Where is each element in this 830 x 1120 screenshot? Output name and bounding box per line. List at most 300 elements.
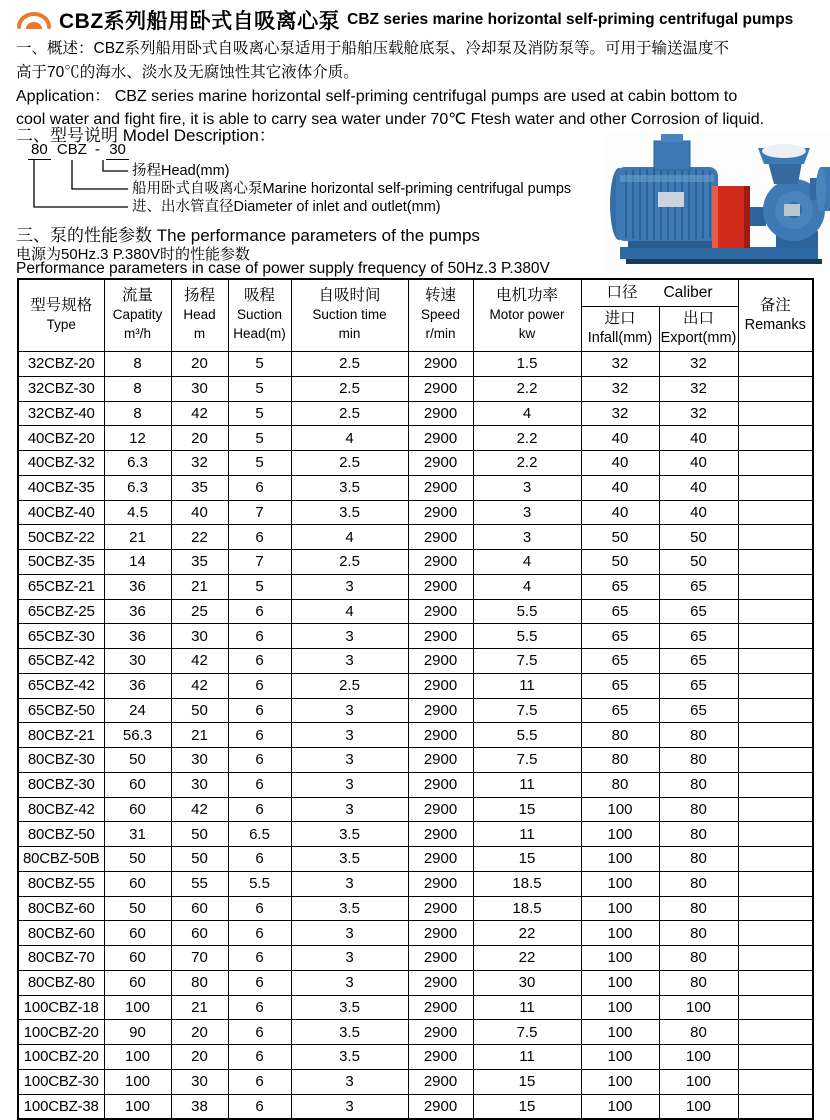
application-line-2: cool water and fight fire, it is able to carry sea water under 70℃ Ftesh water and other Corrosion of liquid. [16,111,765,128]
cell-infall: 80 [581,772,659,797]
cell-capacity: 60 [104,797,171,822]
cell-suction_time: 4 [291,599,408,624]
cell-remarks [738,921,813,946]
cell-type: 65CBZ-50 [18,698,104,723]
cell-capacity: 50 [104,896,171,921]
cell-capacity: 60 [104,871,171,896]
cell-speed: 2900 [408,797,473,822]
cell-speed: 2900 [408,970,473,995]
table-row [18,352,813,377]
table-row [18,748,813,773]
table-row [18,451,813,476]
cell-motor_power: 15 [473,1069,581,1094]
cell-head: 35 [171,550,228,575]
power-supply-note-en: Performance parameters in case of power supply frequency of 50Hz.3 P.380V [16,260,550,277]
application-line-1: Application： CBZ series marine horizontal self-priming centrifugal pumps are used at cabin bottom to [16,88,738,105]
cell-type: 100CBZ-30 [18,1069,104,1094]
cell-export: 80 [659,896,738,921]
cell-speed: 2900 [408,500,473,525]
cell-infall: 100 [581,946,659,971]
cell-infall: 100 [581,871,659,896]
cell-suction_time: 3.5 [291,847,408,872]
cell-head: 20 [171,352,228,377]
cell-head: 42 [171,797,228,822]
cell-type: 40CBZ-20 [18,426,104,451]
cell-speed: 2900 [408,550,473,575]
cell-suction_time: 3 [291,748,408,773]
cell-remarks [738,475,813,500]
model-code-dash: - [95,141,101,158]
cell-remarks [738,673,813,698]
cell-suction_head: 6 [228,1045,291,1070]
cell-head: 30 [171,376,228,401]
power-supply-note-cn: 电源为50Hz.3 P.380V时的性能参数 [16,246,250,263]
cell-capacity: 56.3 [104,723,171,748]
cell-infall: 100 [581,970,659,995]
cell-head: 20 [171,1020,228,1045]
cell-suction_time: 3 [291,1069,408,1094]
cell-speed: 2900 [408,1094,473,1119]
cell-suction_time: 2.5 [291,376,408,401]
cell-speed: 2900 [408,525,473,550]
cell-export: 80 [659,772,738,797]
table-row [18,500,813,525]
cell-type: 80CBZ-50B [18,847,104,872]
cell-motor_power: 18.5 [473,896,581,921]
cell-motor_power: 4 [473,401,581,426]
cell-export: 80 [659,921,738,946]
cell-suction_time: 2.5 [291,451,408,476]
cell-speed: 2900 [408,772,473,797]
table-row [18,822,813,847]
cell-suction_head: 6 [228,723,291,748]
cell-export: 80 [659,797,738,822]
cell-head: 60 [171,921,228,946]
cell-speed: 2900 [408,376,473,401]
cell-motor_power: 15 [473,847,581,872]
model-code-head: 30 [106,141,129,160]
cell-remarks [738,426,813,451]
cell-head: 20 [171,426,228,451]
cell-motor_power: 5.5 [473,624,581,649]
cell-suction_head: 6 [228,847,291,872]
cell-capacity: 6.3 [104,451,171,476]
header-head-cn: 扬程 [183,287,215,305]
cell-motor_power: 7.5 [473,649,581,674]
cell-motor_power: 7.5 [473,748,581,773]
cell-head: 50 [171,822,228,847]
cell-motor_power: 3 [473,475,581,500]
cell-motor_power: 11 [473,995,581,1020]
cell-suction_time: 3 [291,946,408,971]
col-header-head [171,279,228,352]
cell-infall: 100 [581,1069,659,1094]
pump-photo [606,130,830,272]
cell-speed: 2900 [408,822,473,847]
col-header-speed [408,279,473,352]
cell-suction_time: 3.5 [291,475,408,500]
cell-head: 30 [171,748,228,773]
cell-infall: 65 [581,673,659,698]
cell-suction_head: 6 [228,673,291,698]
col-header-suction-head [228,279,291,352]
cell-speed: 2900 [408,599,473,624]
cell-export: 80 [659,946,738,971]
cell-infall: 32 [581,376,659,401]
cell-remarks [738,574,813,599]
header-suction-head-en1: Suction [236,307,283,323]
cell-export: 65 [659,673,738,698]
cell-type: 100CBZ-20 [18,1020,104,1045]
cell-suction_time: 2.5 [291,401,408,426]
cell-remarks [738,451,813,476]
cell-suction_head: 5 [228,426,291,451]
header-remarks-cn: 备注 [759,296,791,314]
cell-head: 80 [171,970,228,995]
cell-type: 50CBZ-35 [18,550,104,575]
header-motor-power-cn: 电机功率 [495,287,558,305]
cell-capacity: 36 [104,673,171,698]
cell-suction_time: 3 [291,574,408,599]
cell-infall: 40 [581,500,659,525]
table-row [18,921,813,946]
table-row [18,896,813,921]
cell-export: 80 [659,847,738,872]
cell-speed: 2900 [408,698,473,723]
cell-export: 65 [659,649,738,674]
cell-remarks [738,1094,813,1119]
cell-suction_time: 3 [291,624,408,649]
cell-type: 40CBZ-35 [18,475,104,500]
cell-type: 65CBZ-42 [18,673,104,698]
cell-export: 80 [659,822,738,847]
cell-suction_head: 6 [228,946,291,971]
cell-suction_head: 5.5 [228,871,291,896]
cell-speed: 2900 [408,426,473,451]
table-row [18,475,813,500]
cell-export: 65 [659,624,738,649]
heading-model-cn: 二、型号说明 [16,126,118,145]
table-row [18,550,813,575]
cell-motor_power: 5.5 [473,723,581,748]
cell-speed: 2900 [408,748,473,773]
cell-suction_time: 3 [291,1094,408,1119]
table-row [18,376,813,401]
cell-export: 100 [659,1069,738,1094]
col-header-type [18,279,104,352]
header-suction-head-en2: Head(m) [233,325,286,341]
cell-capacity: 90 [104,1020,171,1045]
cell-capacity: 50 [104,748,171,773]
cell-motor_power: 15 [473,1094,581,1119]
table-row [18,599,813,624]
header-suction-time-cn: 自吸时间 [318,287,381,305]
cell-head: 50 [171,698,228,723]
cell-head: 35 [171,475,228,500]
cell-remarks [738,550,813,575]
cell-remarks [738,1069,813,1094]
cell-type: 50CBZ-22 [18,525,104,550]
cell-suction_time: 3 [291,649,408,674]
header-suction-time-unit: min [338,325,361,341]
cell-capacity: 31 [104,822,171,847]
cell-motor_power: 3 [473,525,581,550]
cell-suction_time: 3.5 [291,1045,408,1070]
table-header [18,279,813,352]
pump-table-body [18,352,813,1120]
cell-head: 70 [171,946,228,971]
header-capacity-cn: 流量 [121,287,153,305]
cell-suction_time: 3.5 [291,896,408,921]
cell-infall: 80 [581,723,659,748]
header-remarks-en: Remanks [744,316,806,333]
cell-remarks [738,772,813,797]
cell-head: 60 [171,896,228,921]
cell-motor_power: 11 [473,673,581,698]
table-row [18,946,813,971]
cell-suction_head: 6.5 [228,822,291,847]
header-type-en: Type [46,316,76,332]
diagram-label-series: 船用卧式自吸离心泵Marine horizontal self-priming centrifugal pumps [132,181,572,197]
overview-paragraph [16,37,822,85]
cell-type: 40CBZ-40 [18,500,104,525]
cell-export: 32 [659,401,738,426]
cell-remarks [738,748,813,773]
header-speed-unit: r/min [425,325,456,341]
cell-speed: 2900 [408,1069,473,1094]
cell-infall: 65 [581,599,659,624]
cell-suction_head: 6 [228,1094,291,1119]
cell-remarks [738,624,813,649]
cell-capacity: 100 [104,1094,171,1119]
cell-head: 40 [171,500,228,525]
header-speed-en: Speed [420,307,461,323]
cell-export: 80 [659,1020,738,1045]
cell-motor_power: 11 [473,822,581,847]
cell-suction_head: 6 [228,970,291,995]
cell-suction_time: 4 [291,525,408,550]
table-row [18,871,813,896]
cell-export: 80 [659,871,738,896]
cell-suction_head: 5 [228,401,291,426]
cell-type: 80CBZ-30 [18,748,104,773]
cell-motor_power: 11 [473,772,581,797]
cell-speed: 2900 [408,475,473,500]
cell-remarks [738,723,813,748]
table-row [18,1069,813,1094]
cell-type: 80CBZ-55 [18,871,104,896]
cell-type: 32CBZ-30 [18,376,104,401]
header-motor-power-en: Motor power [489,307,565,323]
doc-header [16,5,793,35]
cell-motor_power: 4 [473,574,581,599]
cell-remarks [738,401,813,426]
table-row [18,624,813,649]
cell-suction_head: 7 [228,550,291,575]
cell-motor_power: 22 [473,946,581,971]
cell-head: 32 [171,451,228,476]
cell-capacity: 60 [104,970,171,995]
cell-suction_time: 2.5 [291,352,408,377]
table-row [18,649,813,674]
cell-capacity: 14 [104,550,171,575]
cell-remarks [738,500,813,525]
cell-remarks [738,995,813,1020]
header-infall-cn: 进口 [604,310,636,328]
cell-motor_power: 22 [473,921,581,946]
cell-remarks [738,376,813,401]
cell-suction_head: 6 [228,624,291,649]
cell-suction_head: 6 [228,748,291,773]
cell-suction_head: 5 [228,352,291,377]
cell-remarks [738,1020,813,1045]
header-capacity-unit: m³/h [124,325,151,341]
page-title-cn: CBZ系列船用卧式自吸离心泵 [59,10,341,33]
cell-capacity: 100 [104,1069,171,1094]
cell-speed: 2900 [408,871,473,896]
cell-export: 40 [659,475,738,500]
cell-infall: 65 [581,698,659,723]
cell-suction_head: 6 [228,1069,291,1094]
diagram-label-head: 扬程Head(mm) [132,163,230,179]
cell-remarks [738,822,813,847]
cell-head: 42 [171,649,228,674]
cell-motor_power: 7.5 [473,698,581,723]
cell-motor_power: 2.2 [473,426,581,451]
cell-export: 100 [659,1094,738,1119]
cell-speed: 2900 [408,847,473,872]
cell-suction_time: 2.5 [291,550,408,575]
cell-remarks [738,649,813,674]
cell-capacity: 60 [104,946,171,971]
cell-infall: 65 [581,624,659,649]
cell-motor_power: 18.5 [473,871,581,896]
cell-speed: 2900 [408,649,473,674]
table-row [18,698,813,723]
cell-speed: 2900 [408,624,473,649]
cell-capacity: 8 [104,352,171,377]
cell-capacity: 50 [104,847,171,872]
table-row [18,525,813,550]
header-type-cn: 型号规格 [30,296,93,314]
cell-capacity: 8 [104,401,171,426]
cell-capacity: 100 [104,1045,171,1070]
cell-export: 40 [659,500,738,525]
cell-head: 42 [171,673,228,698]
cell-speed: 2900 [408,946,473,971]
cell-suction_head: 6 [228,896,291,921]
cell-speed: 2900 [408,921,473,946]
table-row [18,574,813,599]
cell-export: 40 [659,426,738,451]
cell-export: 65 [659,599,738,624]
cell-head: 30 [171,772,228,797]
col-header-suction-time [291,279,408,352]
cell-suction_time: 3 [291,698,408,723]
cell-export: 32 [659,376,738,401]
cell-speed: 2900 [408,673,473,698]
page-title-en: CBZ series marine horizontal self-priming centrifugal pumps [347,11,794,28]
cell-suction_time: 3 [291,723,408,748]
cell-infall: 50 [581,550,659,575]
cell-infall: 100 [581,896,659,921]
cell-motor_power: 5.5 [473,599,581,624]
cell-remarks [738,797,813,822]
cell-type: 100CBZ-38 [18,1094,104,1119]
header-export-en: Export(mm) [660,330,737,346]
header-head-en: Head [183,307,216,323]
cell-export: 80 [659,723,738,748]
cell-infall: 100 [581,921,659,946]
cell-suction_time: 3 [291,921,408,946]
cell-suction_time: 3.5 [291,1020,408,1045]
cell-remarks [738,946,813,971]
cell-infall: 100 [581,1045,659,1070]
cell-head: 50 [171,847,228,872]
cell-type: 80CBZ-70 [18,946,104,971]
cell-remarks [738,1045,813,1070]
cell-speed: 2900 [408,352,473,377]
cell-type: 80CBZ-80 [18,970,104,995]
cell-infall: 100 [581,822,659,847]
cell-capacity: 21 [104,525,171,550]
header-caliber-cn: 口径 [606,283,638,301]
cell-suction_head: 5 [228,574,291,599]
cell-capacity: 8 [104,376,171,401]
cell-motor_power: 1.5 [473,352,581,377]
table-row [18,426,813,451]
cell-head: 30 [171,624,228,649]
cell-speed: 2900 [408,995,473,1020]
cell-speed: 2900 [408,401,473,426]
cell-type: 65CBZ-25 [18,599,104,624]
cell-motor_power: 30 [473,970,581,995]
header-suction-time-en: Suction time [312,307,387,323]
cell-motor_power: 3 [473,500,581,525]
cell-head: 20 [171,1045,228,1070]
header-speed-cn: 转速 [424,287,456,305]
header-caliber-en: Caliber [663,283,713,301]
cell-type: 80CBZ-50 [18,822,104,847]
cell-motor_power: 4 [473,550,581,575]
cell-suction_head: 6 [228,698,291,723]
cell-infall: 40 [581,475,659,500]
cell-motor_power: 15 [473,797,581,822]
cell-infall: 100 [581,797,659,822]
performance-parameters-table [17,278,814,1120]
cell-head: 38 [171,1094,228,1119]
cell-suction_time: 3.5 [291,822,408,847]
cell-infall: 80 [581,748,659,773]
cell-capacity: 12 [104,426,171,451]
col-header-caliber [581,279,738,307]
cell-head: 30 [171,1069,228,1094]
table-row [18,797,813,822]
cell-capacity: 60 [104,772,171,797]
cell-capacity: 36 [104,599,171,624]
cell-suction_head: 5 [228,376,291,401]
cell-type: 65CBZ-30 [18,624,104,649]
cell-capacity: 4.5 [104,500,171,525]
cell-suction_time: 3 [291,797,408,822]
cell-type: 80CBZ-42 [18,797,104,822]
cell-export: 80 [659,970,738,995]
cell-capacity: 60 [104,921,171,946]
cell-speed: 2900 [408,1045,473,1070]
cell-export: 50 [659,525,738,550]
cell-infall: 50 [581,525,659,550]
cell-type: 100CBZ-20 [18,1045,104,1070]
